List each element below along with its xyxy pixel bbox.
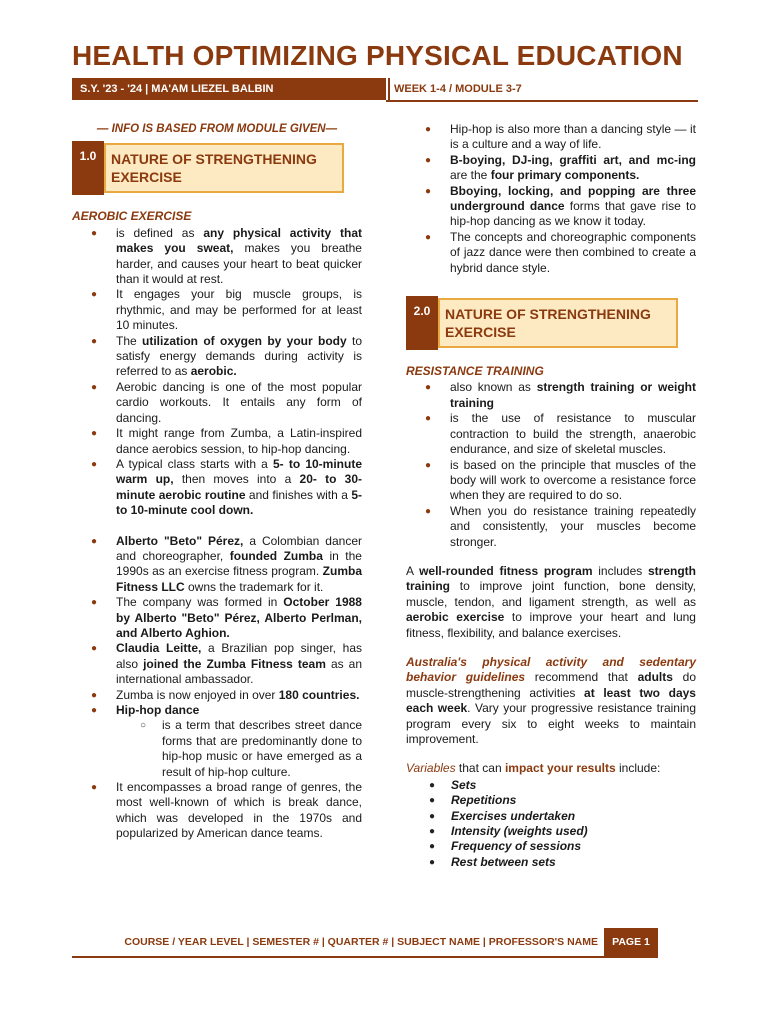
hip-hop-list <box>406 122 696 276</box>
list-item: ● The concepts and choreographic components of jazz dance were then combined to create a hybrid dance style. <box>406 230 696 276</box>
list-item: ● A typical class starts with a 5- to 10-minute warm up, then moves into a 20- to 30-minute aerobic routine and finishes with a 5- to 10-minute cool down. <box>72 457 362 519</box>
list-item: ● When you do resistance training repeatedly and consistently, your muscles become stronger. <box>406 504 696 550</box>
section-2-header <box>406 296 696 350</box>
list-item: ● It might range from Zumba, a Latin-inspired dance aerobics session, to hip-hop dancing. <box>72 426 362 457</box>
aerobic-exercise-heading: AEROBIC EXERCISE <box>72 209 192 224</box>
list-item: ● The utilization of oxygen by your body to satisfy energy demands during activity is referred to as aerobic. <box>72 334 362 380</box>
aerobic-list <box>72 226 362 519</box>
list-item: ● Exercises undertaken <box>406 809 696 824</box>
list-item: ● Frequency of sessions <box>406 839 696 854</box>
variables-list <box>406 778 696 870</box>
section-1-title: NATURE OF STRENGTHENING EXERCISE <box>104 143 344 193</box>
list-item: ● Zumba is now enjoyed in over 180 countries. <box>72 688 362 703</box>
list-item: ● B-boying, DJ-ing, graffiti art, and mc-ing are the four primary components. <box>406 153 696 184</box>
list-item: ● The company was formed in October 1988 by Alberto "Beto" Pérez, Alberto Perlman, and Alberto Aghion. <box>72 595 362 641</box>
list-item: ● also known as strength training or weight training <box>406 380 696 411</box>
info-note: — INFO IS BASED FROM MODULE GIVEN— <box>96 123 338 135</box>
section-1-header <box>72 141 362 195</box>
footer-divider <box>72 956 604 958</box>
list-item: ● Sets <box>406 778 696 793</box>
week-module: WEEK 1-4 / MODULE 3-7 <box>388 78 698 100</box>
resistance-list <box>406 380 696 549</box>
list-item: ● Claudia Leitte, a Brazilian pop singer, has also joined the Zumba Fitness team as an international ambassador. <box>72 641 362 687</box>
list-item: ● Repetitions <box>406 793 696 808</box>
left-column <box>72 122 362 842</box>
zumba-list <box>72 534 362 842</box>
section-2-title: NATURE OF STRENGTHENING EXERCISE <box>438 298 678 348</box>
footer-course-info: COURSE / YEAR LEVEL | SEMESTER # | QUARTER # | SUBJECT NAME | PROFESSOR'S NAME <box>124 936 598 948</box>
section-1-number: 1.0 <box>72 141 104 195</box>
footer <box>72 928 658 958</box>
hip-hop-sublist <box>116 718 362 780</box>
section-2-number: 2.0 <box>406 296 438 350</box>
list-item: ● Bboying, locking, and popping are three underground dance forms that gave rise to hip-hop dancing as we know it today. <box>406 184 696 230</box>
page-number: PAGE 1 <box>604 928 658 958</box>
right-column <box>406 122 696 870</box>
list-item: ● is defined as any physical activity that makes you sweat, makes you breathe harder, and causes your heart to beat quicker than it would at rest. <box>72 226 362 288</box>
document-title: HEALTH OPTIMIZING PHYSICAL EDUCATION <box>72 40 683 71</box>
list-item: ● It encompasses a broad range of genres, the most well-known of which is break dance, which was developed in the 1970s and popularized by American dance teams. <box>72 780 362 842</box>
guidelines-paragraph: Australia's physical activity and sedentary behavior guidelines recommend that adults do muscle-strengthening activities at least two days each week. Vary your progressive resistance training program every six to eight weeks to maintain improvement. <box>406 654 696 746</box>
header-bar <box>72 78 698 104</box>
school-year-teacher: S.Y. '23 - '24 | MA'AM LIEZEL BALBIN <box>72 78 386 100</box>
list-item: ● Intensity (weights used) <box>406 824 696 839</box>
list-item: ● is the use of resistance to muscular contraction to build the strength, anaerobic endurance, and size of skeletal muscles. <box>406 411 696 457</box>
header-divider <box>386 100 698 102</box>
fitness-program-paragraph: A well-rounded fitness program includes strength training to improve joint function, bone density, muscle, tendon, and ligament strength, as well as aerobic exercise to improve your heart and lung fitness, flexibility, and balance exercises. <box>406 563 696 640</box>
list-item: ○ is a term that describes street dance forms that are predominantly done to hip-hop music or have emerged as a result of hip-hop culture. <box>116 718 362 780</box>
list-item: ● Rest between sets <box>406 855 696 870</box>
list-item: ● Aerobic dancing is one of the most popular cardio workouts. It entails any form of dancing. <box>72 380 362 426</box>
list-item: ● Hip-hop dance ○ is a term that describes street dance forms that are predominantly done to hip-hop music or have emerged as a result of hip-hop culture. <box>72 703 362 780</box>
list-item: ● Alberto "Beto" Pérez, a Colombian dancer and choreographer, founded Zumba in the 1990s as an exercise fitness program. Zumba Fitness LLC owns the trademark for it. <box>72 534 362 596</box>
variables-paragraph: Variables that can impact your results include: <box>406 761 661 776</box>
list-item: ● It engages your big muscle groups, is rhythmic, and may be performed for at least 10 minutes. <box>72 287 362 333</box>
resistance-training-heading: RESISTANCE TRAINING <box>406 364 544 379</box>
list-item: ● Hip-hop is also more than a dancing style — it is a culture and a way of life. <box>406 122 696 153</box>
list-item: ● is based on the principle that muscles of the body will work to overcome a resistance force when they are required to do so. <box>406 458 696 504</box>
